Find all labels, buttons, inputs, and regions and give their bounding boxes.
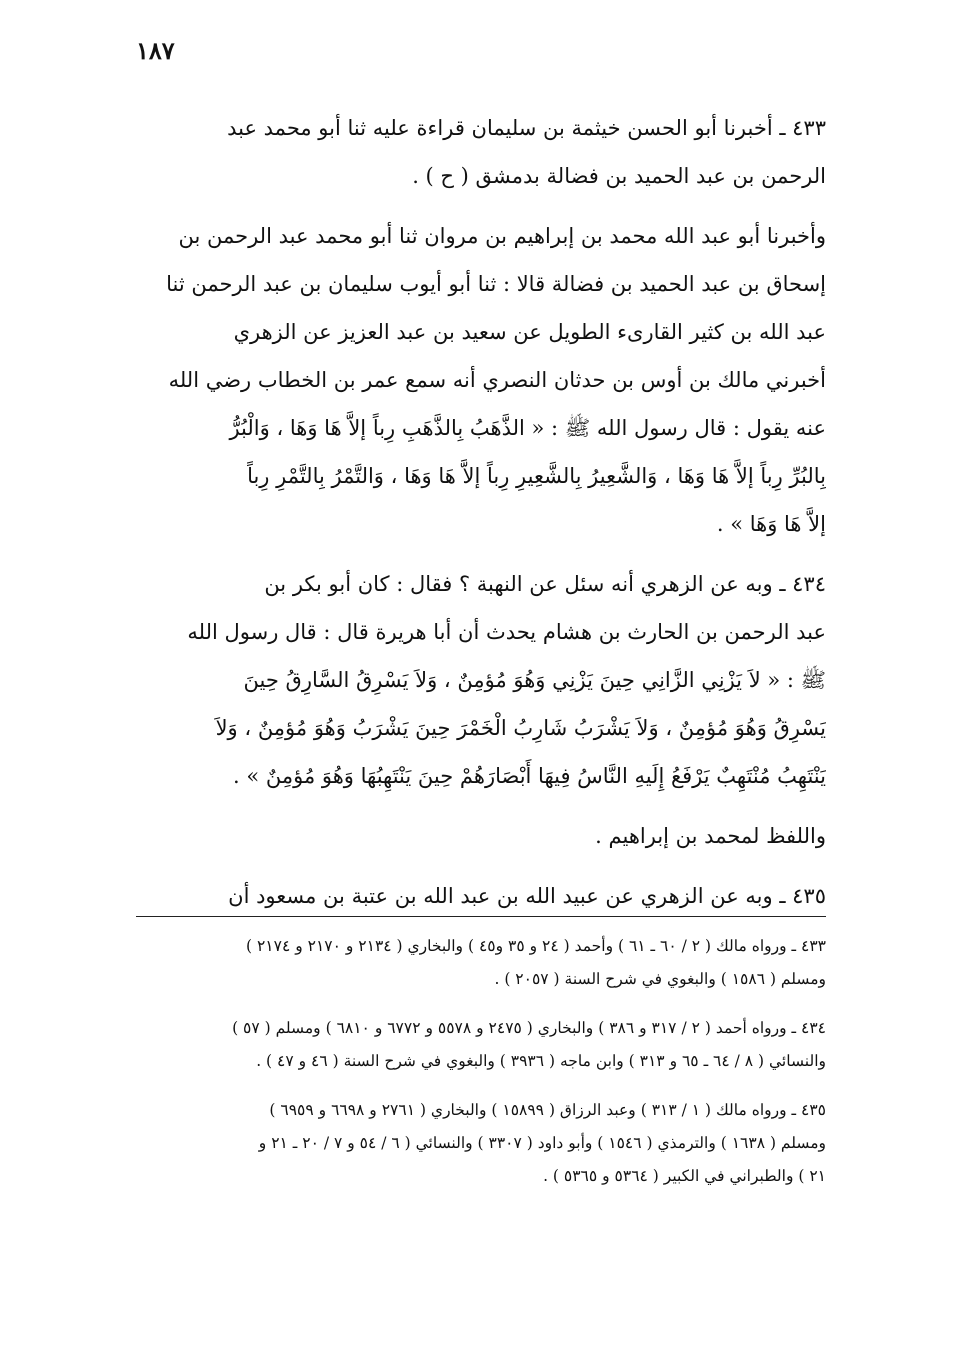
text-line: يَسْرِقُ وَهُوَ مُؤمِنٌ ، وَلاَ يَشْرَبُ شَارِبُ الْخَمْرَ حِينَ يَشْرَبُ وَهُوَ مُؤمِنٌ ، وَلاَ <box>215 716 826 740</box>
paragraph-wording-note <box>136 812 826 860</box>
text-line: ٤٣٤ ـ وبه عن الزهري أنه سئل عن النهبة ؟ فقال : كان أبو بكر بن <box>264 572 826 596</box>
text-line: أخبرني مالك بن أوس بن حدثان النصري أنه سمع عمر بن الخطاب رضي الله <box>168 368 826 392</box>
text-line: ٤٣٥ ـ وبه عن الزهري عن عبيد الله بن عبد الله بن عتبة بن مسعود أن <box>228 884 826 908</box>
text-line: إلاَّ هَا وَهَا » . <box>716 512 826 536</box>
text-line: ٤٣٣ ـ أخبرنا أبو الحسن خيثمة بن سليمان قراءة عليه ثنا أبو محمد عبد <box>227 116 826 140</box>
paragraph-434 <box>136 560 826 800</box>
text-line: ﷺ : « لاَ يَزْنِي الزَّانِي حِينَ يَزْنِي وَهُوَ مُؤمِنٌ ، وَلاَ يَسْرِقُ السَّارِقُ حِينَ <box>243 668 826 692</box>
text-line: واللفظ لمحمد بن إبراهيم . <box>595 824 826 848</box>
main-text <box>136 104 826 932</box>
footnote-line: ومسلم ( ١٥٨٦ ) والبغوي في شرح السنة ( ٢٠٥٧ ) . <box>494 970 826 988</box>
footnotes <box>136 930 826 1209</box>
footnote-line: ومسلم ( ١٦٣٨ ) والترمذي ( ١٥٤٦ ) وأبو داود ( ٣٣٠٧ ) والنسائي ( ٦ / ٥٤ و ٧ / ٢٠ ـ ٢١ و <box>258 1134 826 1152</box>
text-line: وأخبرنا أبو عبد الله محمد بن إبراهيم بن مروان ثنا أبو محمد عبد الرحمن بن <box>178 224 826 248</box>
footnote-line: ٤٣٥ ـ ورواه مالك ( ١ / ٣١٣ ) وعبد الرزاق ( ١٥٨٩٩ ) والبخاري ( ٢٧٦١ و ٦٦٩٨ و ٦٩٥٩ ) <box>269 1101 826 1119</box>
footnote-435 <box>136 1094 826 1193</box>
footnote-433 <box>136 930 826 996</box>
footnote-434 <box>136 1012 826 1078</box>
paragraph-433 <box>136 104 826 200</box>
text-line: بِالبُرِّ رِباً إلاَّ هَا وَهَا ، وَالشَّعِيرُ بِالشَّعِيرِ رِباً إلاَّ هَا وَهَا ، وَالتَّمْرُ بِالتَّمْرِ رِباً <box>247 464 826 488</box>
text-line: عنه يقول : قال رسول الله ﷺ : « الذَّهَبُ بِالذَّهَبِ رِباً إلاَّ هَا وَهَا ، وَالْبُرُّ <box>229 416 826 440</box>
footnote-divider <box>136 916 826 917</box>
text-line: عبد الله بن كثير القارىء الطويل عن سعيد بن عبد العزيز عن الزهري <box>233 320 826 344</box>
paragraph-433-second-chain <box>136 212 826 548</box>
paragraph-435 <box>136 872 826 920</box>
footnote-line: والنسائي ( ٨ / ٦٤ ـ ٦٥ و ٣١٣ ) وابن ماجه ( ٣٩٣٦ ) والبغوي في شرح السنة ( ٤٦ و ٤٧ ) . <box>256 1052 826 1070</box>
footnote-line: ٤٣٤ ـ ورواه أحمد ( ٢ / ٣١٧ و ٣٨٦ ) والبخاري ( ٢٤٧٥ و ٥٥٧٨ و ٦٧٧٢ و ٦٨١٠ ) ومسلم ( ٥٧ ) <box>232 1019 826 1037</box>
text-line: الرحمن بن عبد الحميد بن فضالة بدمشق ( ح ) . <box>412 164 826 188</box>
text-line: إسحاق بن عبد الحميد بن فضالة قالا : ثنا أبو أيوب سليمان بن عبد الرحمن ثنا <box>166 272 826 296</box>
page-number: ١٨٧ <box>136 36 175 65</box>
footnote-line: ٤٣٣ ـ ورواه مالك ( ٢ / ٦٠ ـ ٦١ ) وأحمد ( ٢٤ و ٣٥ و٤٥ ) والبخاري ( ٢١٣٤ و ٢١٧٠ و ٢١٧٤ ) <box>246 937 826 955</box>
text-line: يَنْتَهِبُ مُنْتَهِبٌ يَرْفَعُ إِلَيهِ النَّاسُ فِيهَا أَبْصَارَهُمْ حِينَ يَنْتَهِبُهَا وَهُوَ مُؤمِنٌ » . <box>233 764 826 788</box>
footnote-line: ٢١ ) والطبراني في الكبير ( ٥٣٦٤ و ٥٣٦٥ ) . <box>543 1167 826 1185</box>
text-line: عبد الرحمن بن الحارث بن هشام يحدث أن أبا هريرة قال : قال رسول الله <box>187 620 826 644</box>
